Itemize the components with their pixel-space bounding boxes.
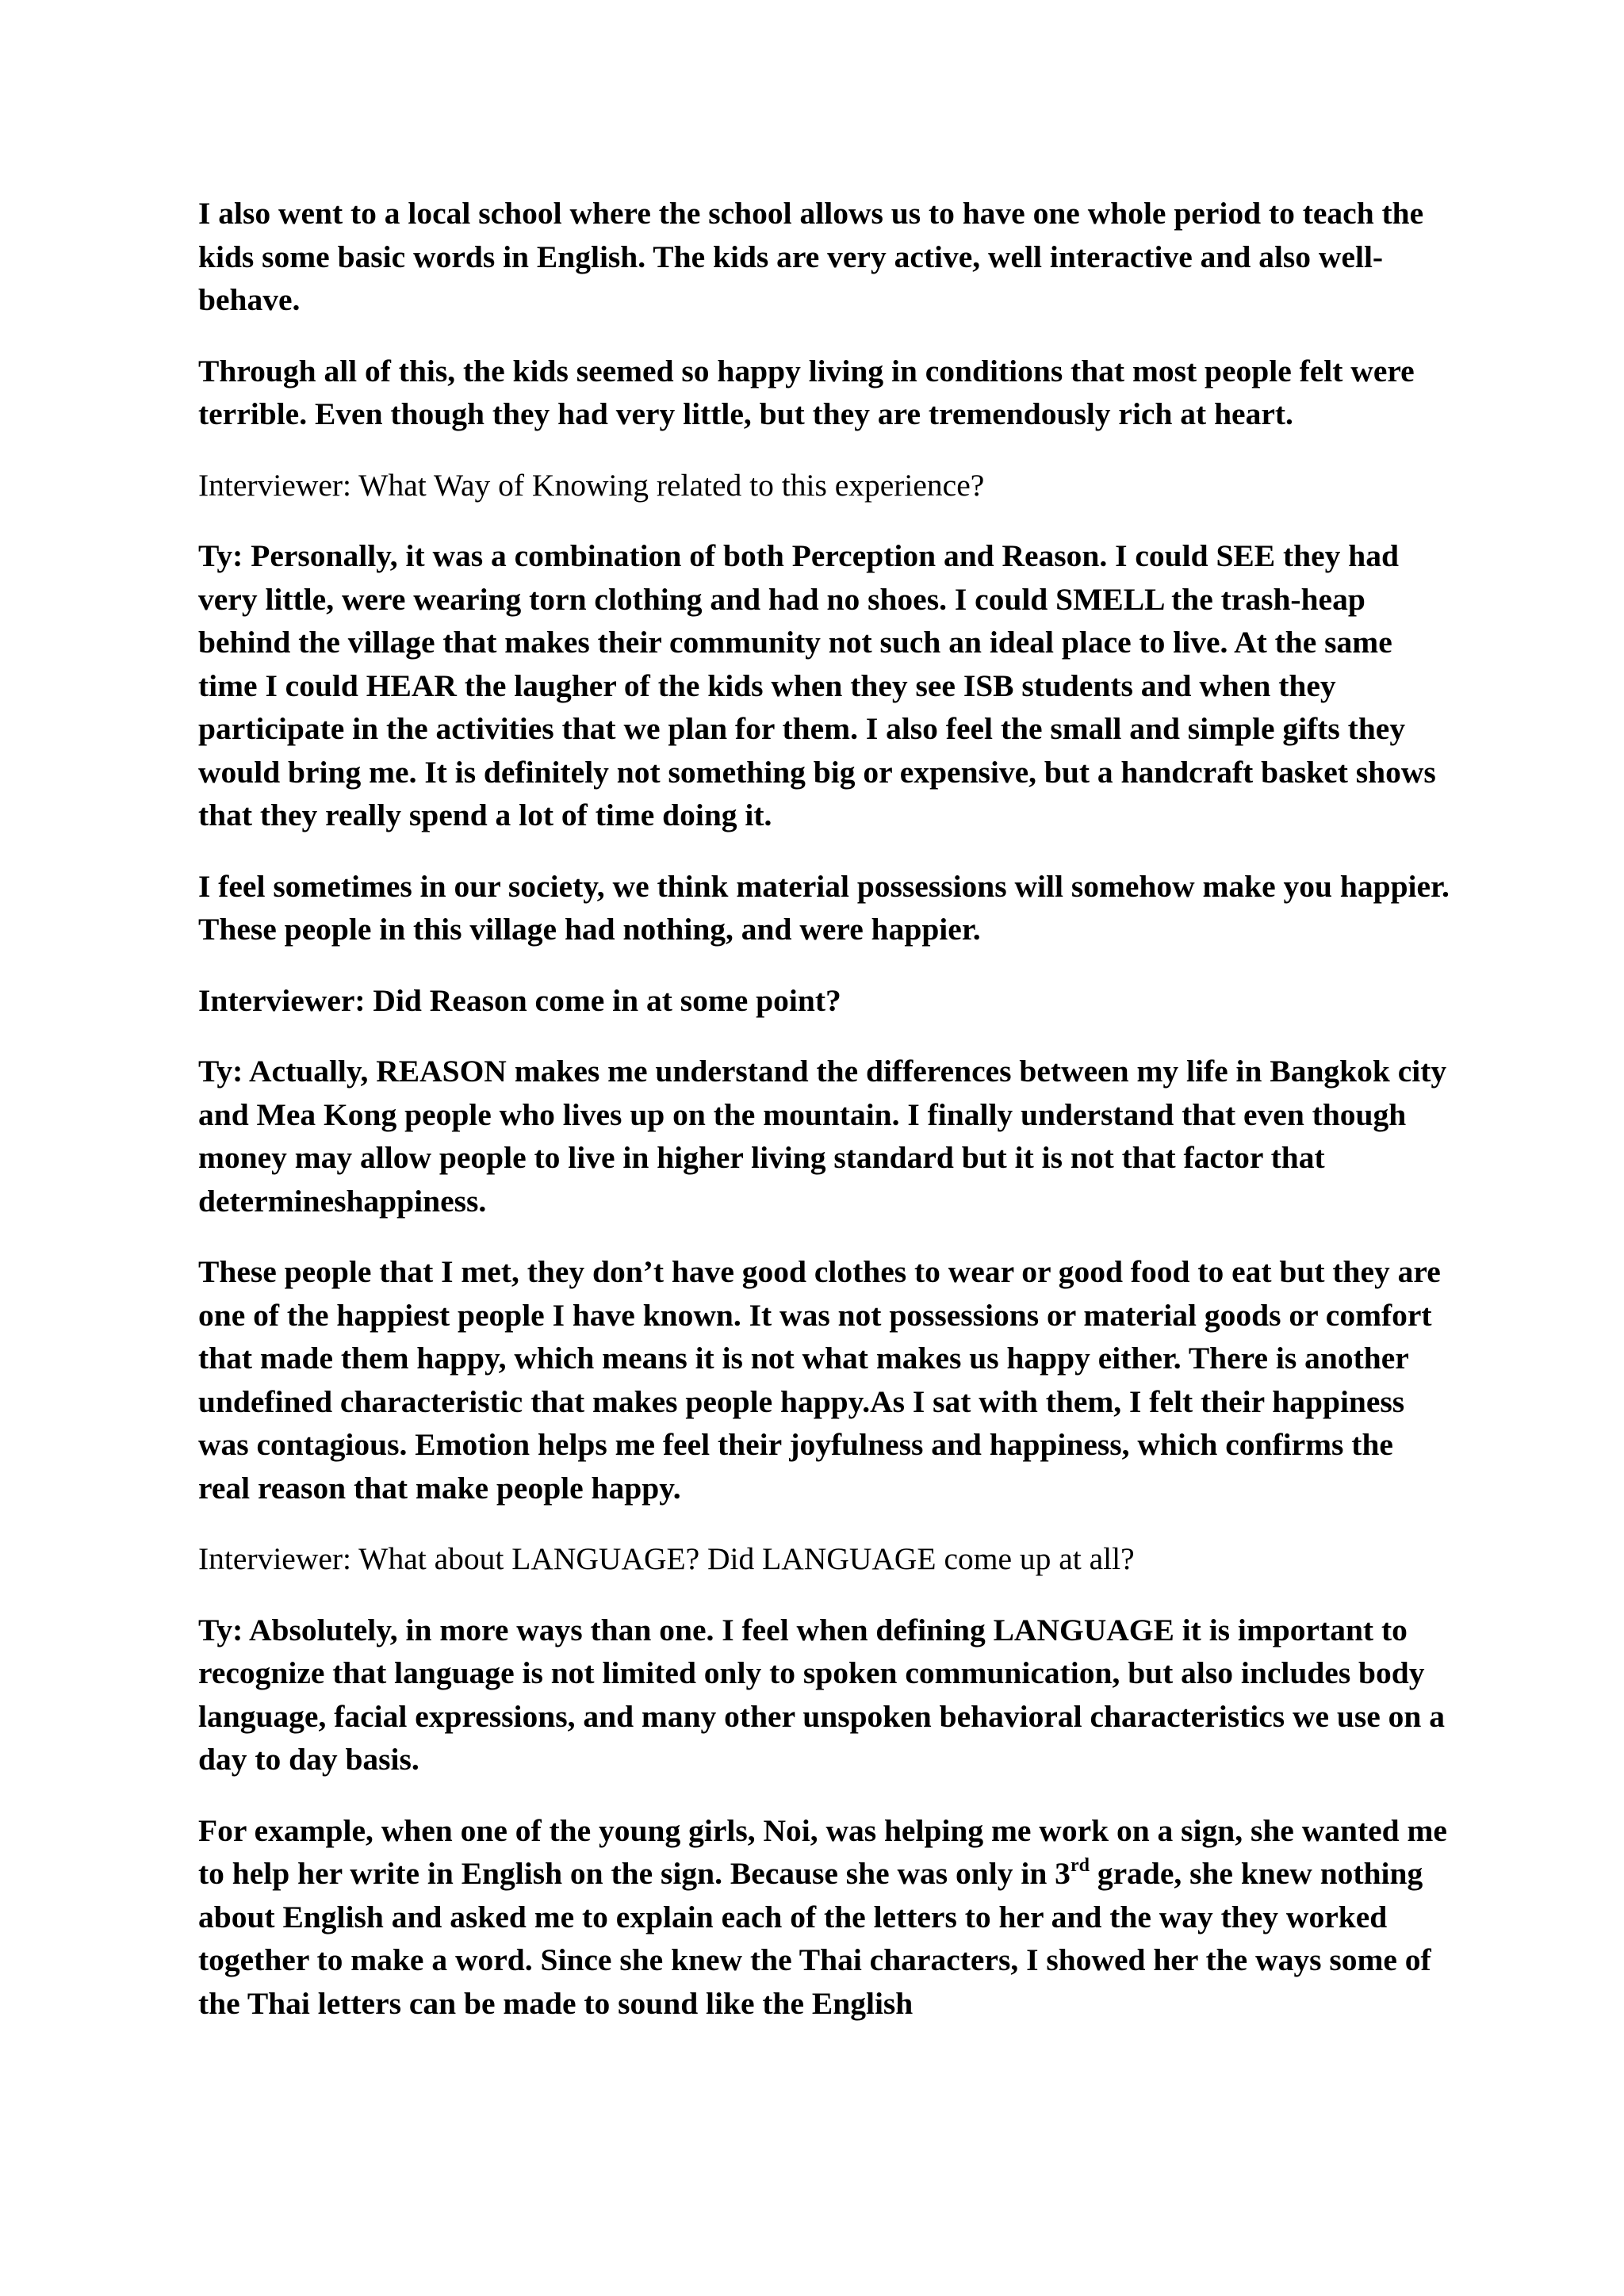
noi-example-text-part2: grade, she knew nothing about English and asked me to explain each of the letters to her and the way they worked together to make a word. Since she knew the Thai characters, I showed her the ways some of the Thai letters can be made to sound like the English	[198, 1856, 1431, 2021]
paragraph-ty-language: Ty: Absolutely, in more ways than one. I feel when defining LANGUAGE it is important to recognize that language is not limited only to spoken communication, but also includes body language, facial expressions, and many other unspoken behavioral characteristics we use on a day to day basis.	[198, 1612, 1446, 1777]
ordinal-superscript: rd	[1070, 1855, 1090, 1876]
paragraph-interviewer-way-of-knowing: Interviewer: What Way of Knowing related to this experience?	[198, 467, 985, 503]
paragraph-kids-happy: Through all of this, the kids seemed so happy living in conditions that most people felt were terrible. Even though they had very little, but they are tremendously rich at heart.	[198, 353, 1415, 431]
paragraph-ty-reason: Ty: Actually, REASON makes me understand the differences between my life in Bangkok city and Mea Kong people who lives up on the mountain. I finally understand that even though money may allow people to live in higher living standard but it is not that factor that determineshappiness.	[198, 1054, 1447, 1219]
noi-example-text-part1: For example, when one of the young girls, Noi, was helping me work on a sign, she wanted me to help her write in English on the sign. Because she was only in 3	[198, 1812, 1447, 1891]
paragraph-interviewer-reason: Interviewer: Did Reason come in at some point?	[198, 982, 841, 1018]
paragraph-ty-perception-reason: Ty: Personally, it was a combination of both Perception and Reason. I could SEE they had very little, were wearing torn clothing and had no shoes. I could SMELL the trash-heap behind the village that makes their community not such an ideal place to live. At the same time I could HEAR the laugher of the kids when they see ISB students and when they participate in the activities that we plan for them. I also feel the small and simple gifts they would bring me. It is definitely not something big or expensive, but a handcraft basket shows that they really spend a lot of time doing it.	[198, 538, 1436, 832]
paragraph-material-possessions: I feel sometimes in our society, we think material possessions will somehow make you happier. These people in this village had nothing, and were happier.	[198, 868, 1450, 947]
paragraph-happiest-people: These people that I met, they don’t have good clothes to wear or good food to eat but they are one of the happiest people I have known. It was not possessions or material goods or comfort that made them happy, which means it is not what makes us happy either. There is another undefined characteristic that makes people happy.As I sat with them, I felt their happiness was contagious. Emotion helps me feel their joyfulness and happiness, which confirms the real reason that make people happy.	[198, 1254, 1441, 1506]
paragraph-interviewer-language: Interviewer: What about LANGUAGE? Did LANGUAGE come up at all?	[198, 1541, 1135, 1576]
paragraph-noi-example	[198, 1809, 1451, 2026]
document-page	[198, 192, 1451, 2053]
paragraph-local-school: I also went to a local school where the school allows us to have one whole period to teach the kids some basic words in English. The kids are very active, well interactive and also well-behave.	[198, 196, 1424, 317]
